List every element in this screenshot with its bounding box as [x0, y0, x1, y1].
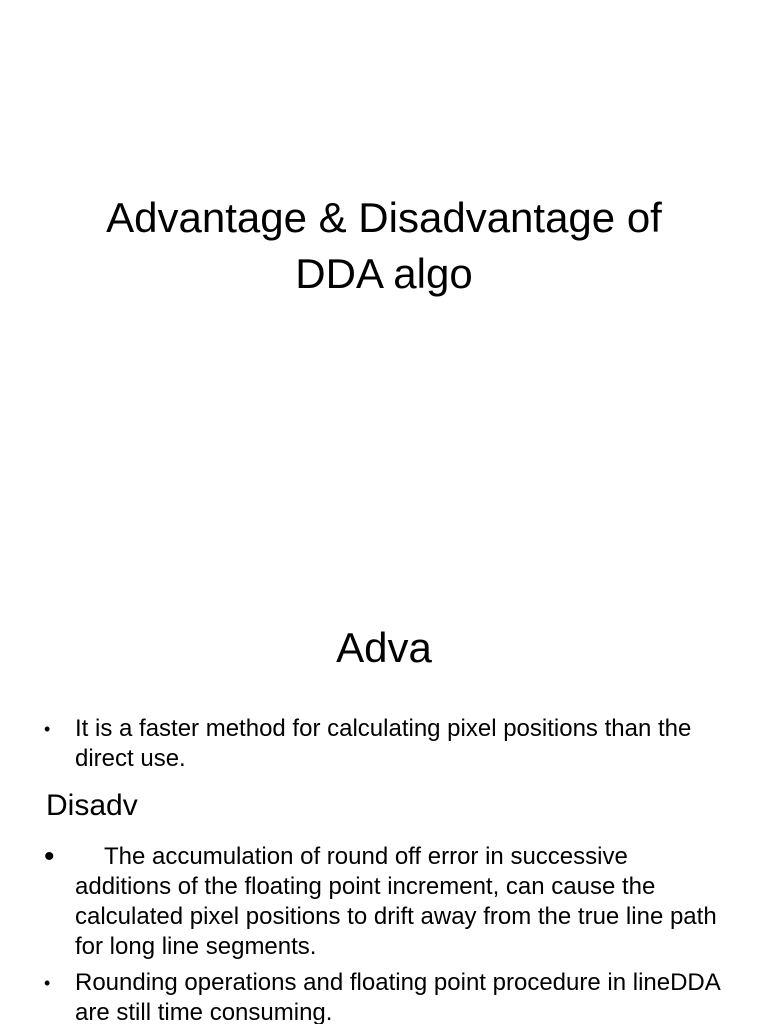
- bullet-icon: •: [44, 719, 51, 739]
- list-item: [44, 968, 724, 1024]
- slide-title: [0, 190, 768, 302]
- slide-title-line-2: DDA algo: [295, 250, 473, 297]
- advantage-text: It is a faster method for calculating pixel positions than the direct use.: [75, 715, 692, 772]
- disadvantage-text: Rounding operations and floating point procedure in lineDDA are still time consuming.: [75, 969, 720, 1024]
- advantages-list: [44, 714, 724, 774]
- bullet-icon: •: [44, 973, 51, 993]
- disadvantages-heading: Disadv: [46, 789, 138, 822]
- list-item: [44, 842, 724, 962]
- bullet-icon: •: [44, 840, 55, 873]
- slide-title-line-1: Advantage & Disadvantage of: [106, 194, 662, 241]
- list-item: [44, 714, 724, 774]
- content-slide: [0, 576, 768, 1024]
- disadvantages-list: [44, 842, 724, 1024]
- disadvantage-text: The accumulation of round off error in successive additions of the floating point increment, can cause the calculated pixel positions to drift away from the true line path for long line segments.: [75, 843, 717, 960]
- advantages-heading: Adva: [336, 624, 432, 671]
